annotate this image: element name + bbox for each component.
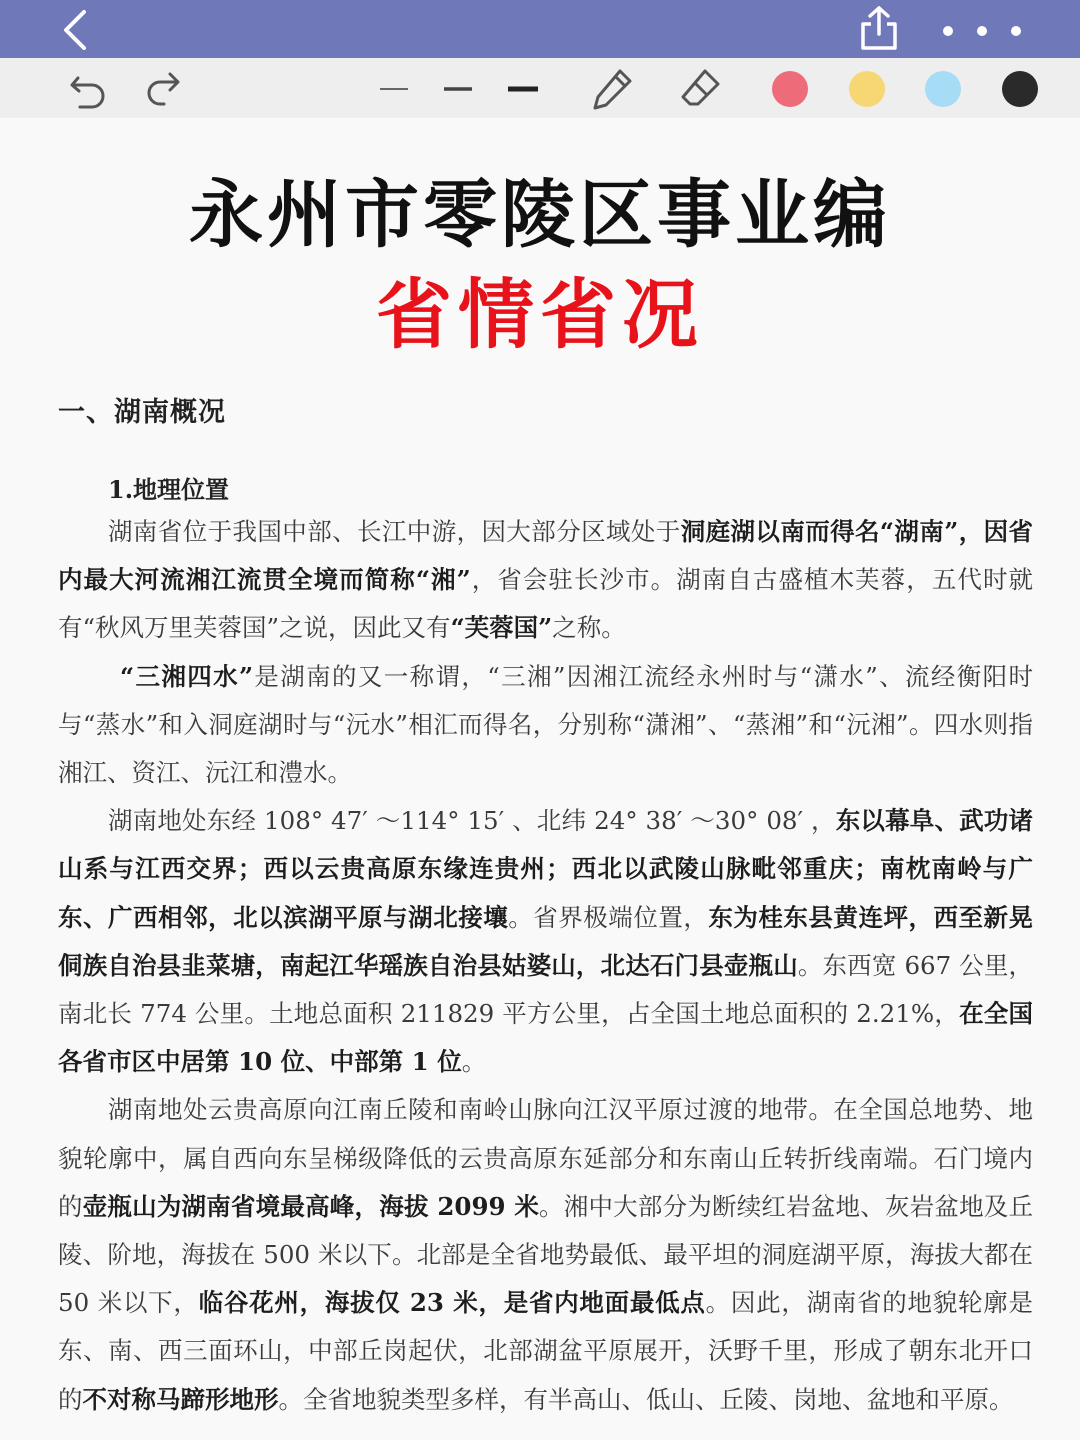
paragraph-boundaries bbox=[58, 797, 1033, 1086]
paragraph-text: ，省会驻长沙市。湖南自古盛植木芙蓉，五代时就有“秋风万里芙蓉国”之说，因此又有 bbox=[58, 565, 1034, 643]
paragraph-emphasis: 东为桂东县黄连坪，西至新晃侗族自治县韭菜塘，南起江华瑶族自治县姑婆山，北达石门县壶瓶山 bbox=[58, 902, 1034, 980]
more-icon[interactable] bbox=[934, 14, 1030, 48]
paragraph-text: 湖南地处云贵高原向江南丘陵和南岭山脉向江汉平原过渡的地带。在全国总地势、地貌轮廓中，属自西向东呈梯级降低的云贵高原东延部分和东南山丘转折线南端。石门境内的 bbox=[58, 1095, 1033, 1221]
paragraph-emphasis: 洞庭湖以南而得名“湖南”，因省内最大河流湘江流贯全境而简称“湘” bbox=[58, 517, 1034, 595]
paragraph-text: 是湖南的又一称谓，“三湘”因湘江流经永州时与“潇水”、流经衡阳时与“蒸水”和入洞庭湖时与“沅水”相汇而得名，分别称“潇湘”、“蒸湘”和“沅湘”。四水则指湘江、资江、沅江和澧水。 bbox=[58, 661, 1033, 788]
paragraph-text: 。因此，湖南省的地貌轮廓是东、南、西三面环山，中部丘岗起伏，北部湖盆平原展开，沃野千里，形成了朝东北开口的 bbox=[58, 1288, 1034, 1414]
paragraph-text: 。省界极端位置， bbox=[508, 902, 709, 932]
section-heading: 一、湖南概况 bbox=[58, 397, 226, 428]
paragraph-text: 。湘中大部分为断续红岩盆地、灰岩盆地及丘陵、阶地，海拔在 500 米以下。北部是全省地势最低、最平坦的洞庭湖平原，海拔大都在 50 米以下， bbox=[58, 1191, 1034, 1318]
paragraph-text: 之称。 bbox=[552, 613, 626, 643]
paragraph-sanxiang bbox=[58, 653, 1033, 798]
blue-color-swatch[interactable] bbox=[925, 71, 961, 107]
paragraph-emphasis: “三湘四水” bbox=[120, 661, 254, 691]
page-title: 永州市零陵区事业编 bbox=[189, 172, 891, 258]
paragraph-emphasis: 东以幕阜、武功诸山系与江西交界；西以云贵高原东缘连贵州；西北以武陵山脉毗邻重庆；南枕南岭与广东、广西相邻，北以滨湖平原与湖北接壤 bbox=[58, 806, 1033, 932]
paragraph-terrain bbox=[58, 1086, 1033, 1423]
app-header bbox=[0, 0, 1080, 58]
paragraph-text: 湖南省位于我国中部、长江中游，因大部分区域处于 bbox=[108, 517, 681, 546]
pink-color-swatch[interactable] bbox=[772, 71, 808, 107]
paragraph-emphasis: 临谷花州，海拔仅 23 米，是省内地面最低点 bbox=[198, 1288, 706, 1318]
paragraph-location bbox=[58, 508, 1033, 653]
medium-line-icon[interactable] bbox=[436, 66, 482, 112]
annotation-toolbar bbox=[0, 58, 1080, 119]
eraser-icon[interactable] bbox=[678, 66, 724, 112]
paragraph-text: 湖南地处东经 108° 47′ ～114° 15′ 、北纬 24° 38′ ～30° 08′ ， bbox=[108, 806, 836, 836]
paragraph-emphasis: 壶瓶山为湖南省境最高峰，海拔 2099 米 bbox=[82, 1191, 540, 1221]
paragraph-text: 。全省地貌类型多样，有半高山、低山、丘陵、岗地、盆地和平原。 bbox=[278, 1384, 1014, 1414]
page-subtitle: 省情省况 bbox=[376, 270, 704, 359]
thin-line-icon[interactable] bbox=[372, 66, 418, 112]
yellow-color-swatch[interactable] bbox=[849, 71, 885, 107]
pen-icon[interactable] bbox=[590, 66, 636, 112]
redo-icon[interactable] bbox=[142, 66, 188, 112]
paragraph-emphasis: 不对称马蹄形地形 bbox=[82, 1384, 279, 1414]
black-color-swatch[interactable] bbox=[1002, 71, 1038, 107]
thick-line-icon[interactable] bbox=[500, 66, 546, 112]
paragraph-emphasis: 在全国各省市区中居第 10 位、中部第 1 位 bbox=[58, 999, 1033, 1077]
document-body bbox=[58, 508, 1033, 1424]
paragraph-text: 。 bbox=[461, 1047, 487, 1077]
paragraph-text: 。东西宽 667 公里，南北长 774 公里。土地总面积 211829 平方公里，占全国土地总面积的 2.21%， bbox=[58, 950, 1033, 1029]
subsection-heading: 1.地理位置 bbox=[108, 475, 230, 504]
undo-icon[interactable] bbox=[66, 66, 112, 112]
share-icon[interactable] bbox=[856, 4, 902, 52]
chevron-left-icon[interactable] bbox=[56, 8, 96, 52]
paragraph-emphasis: “芙蓉国” bbox=[450, 613, 553, 643]
